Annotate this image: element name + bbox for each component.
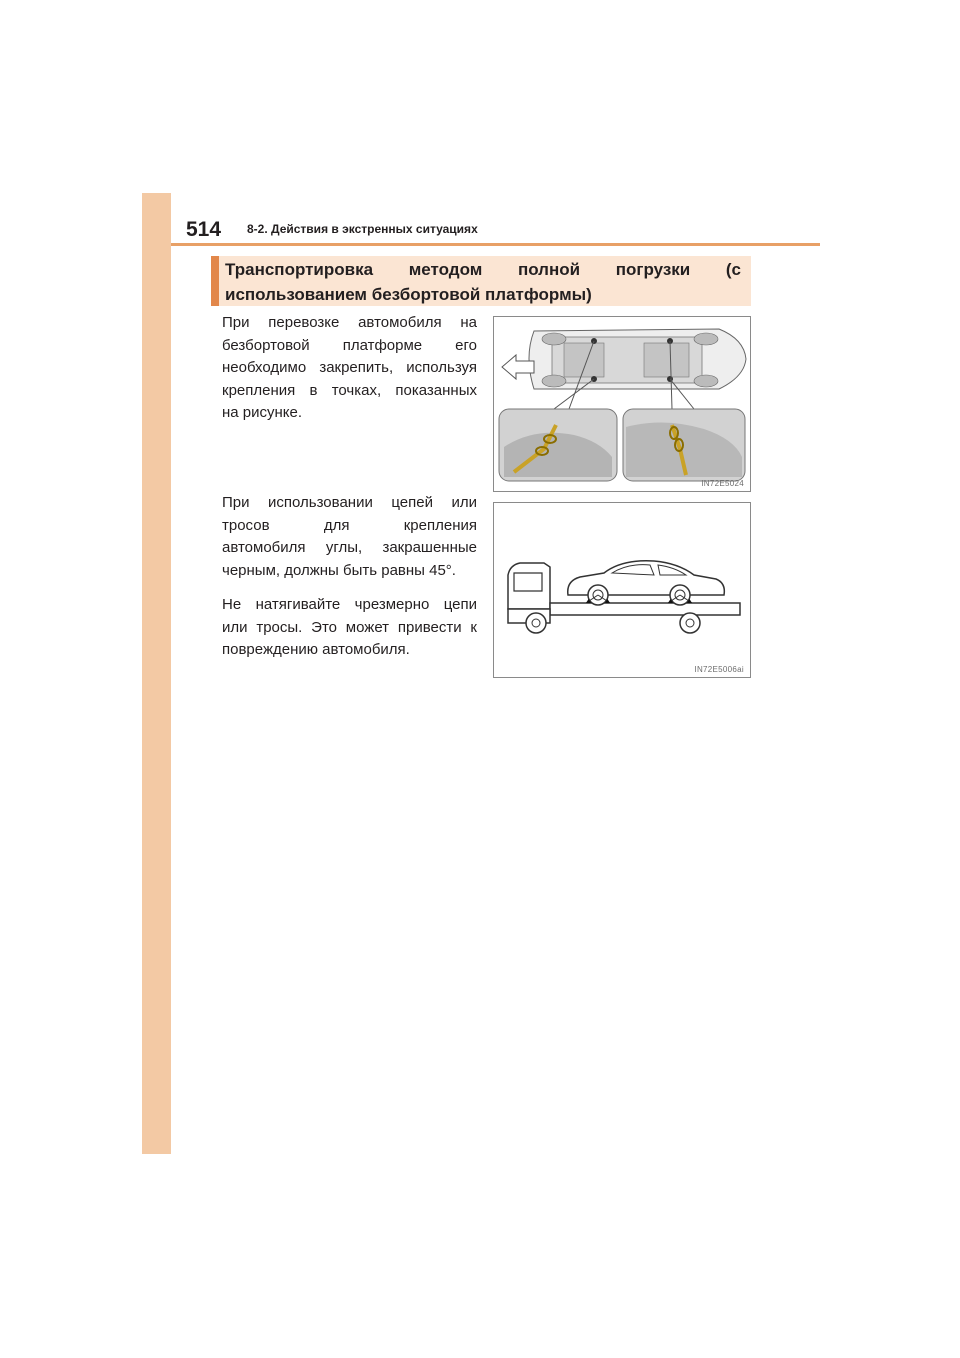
paragraph-tension-warning (222, 594, 477, 662)
paragraph-chain-angle (222, 492, 477, 582)
figure-code: IN72E5024 (701, 479, 744, 488)
page-number: 514 (186, 218, 222, 241)
section-reference: 8-2. Действия в экстренных ситуациях (247, 222, 478, 236)
figure-tie-down-points (493, 316, 751, 492)
text-line: Не натягивайте чрезмерно цепи (222, 596, 477, 613)
text-line: При перевозке автомобиля на (222, 314, 477, 331)
text-line: тросов для крепления (222, 516, 477, 534)
header-rule (171, 243, 820, 246)
heading-accent-bar (211, 256, 219, 306)
section-heading-text: Транспортировка методом полной погрузки (с использованием безбортовой платформы) (225, 260, 741, 304)
figure-flatbed-truck (493, 502, 751, 678)
text-line: повреждению автомобиля. (222, 641, 410, 658)
text-line: необходимо закрепить, используя (222, 359, 477, 376)
text-line: крепления в точках, показанных (222, 381, 477, 399)
text-line: или тросы. Это может привести к (222, 618, 477, 636)
section-heading (211, 256, 751, 306)
text-line: безбортовой платформе его (222, 336, 477, 354)
figure-code: IN72E5006ai (694, 665, 744, 674)
text-line: черным, должны быть равны 45°. (222, 561, 456, 579)
flatbed-truck-illustration (494, 503, 750, 677)
text-line: на рисунке. (222, 404, 303, 421)
car-underside-illustration (494, 317, 750, 491)
paragraph-tie-down-points (222, 312, 477, 425)
side-tab-band (142, 193, 171, 1154)
car-silhouette (568, 561, 725, 605)
text-line: автомобиля углы, закрашенные (222, 539, 477, 556)
text-line: При использовании цепей или (222, 494, 477, 511)
tie-down-chain-detail (499, 409, 745, 481)
